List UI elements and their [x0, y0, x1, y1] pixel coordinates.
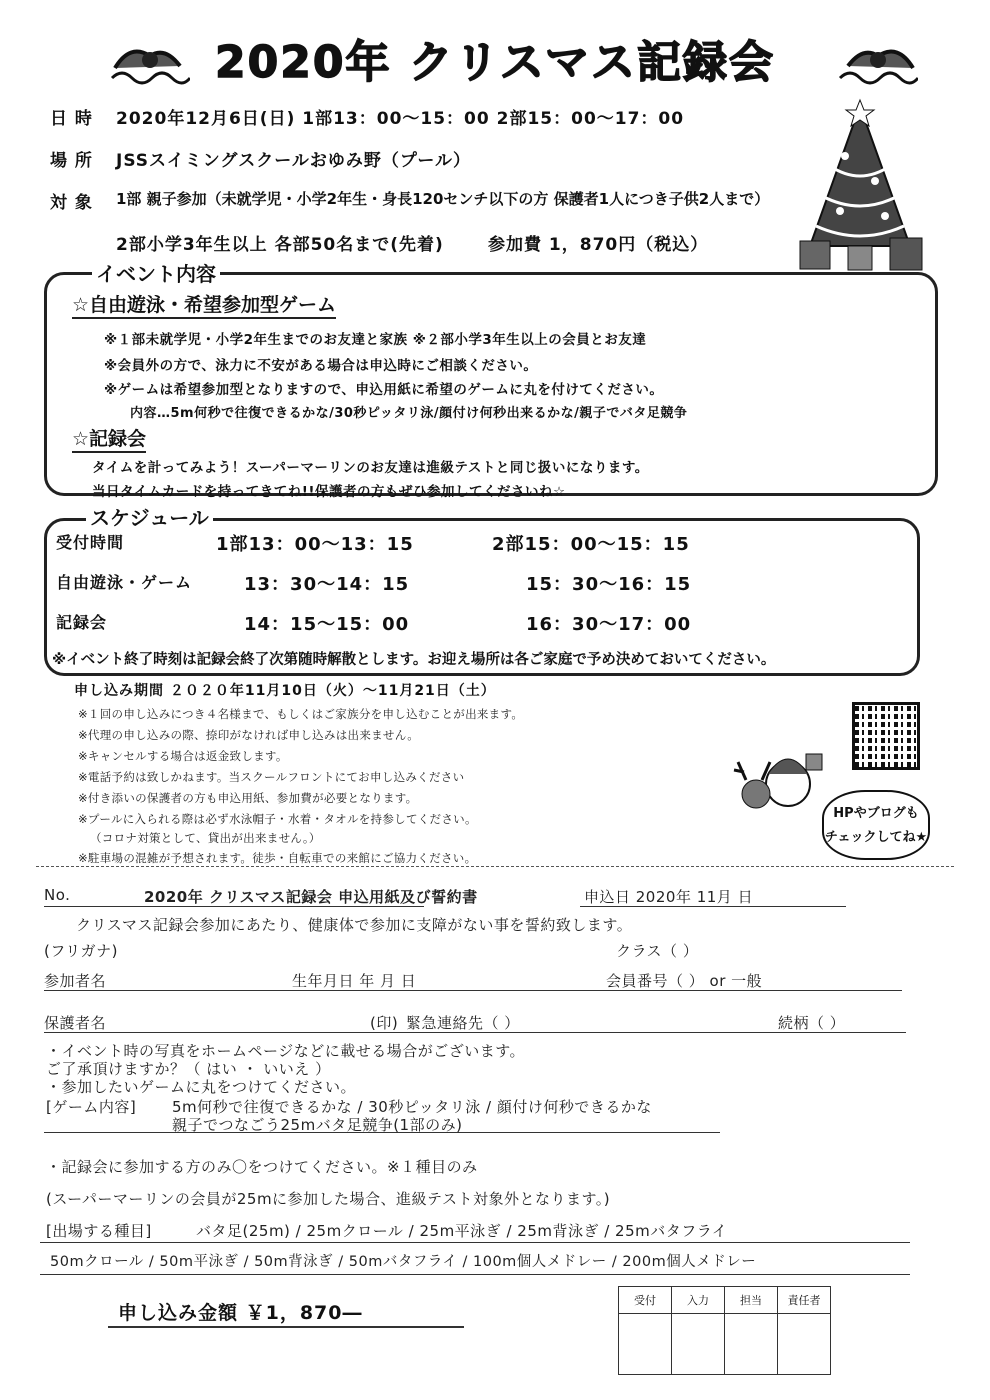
qr-code-icon[interactable] [852, 702, 920, 770]
blog-bubble [822, 790, 930, 860]
schedule-row-name: 自由遊泳・ゲーム [56, 573, 193, 592]
form-heading: 2020年 クリスマス記録会 申込用紙及び誓約書 [144, 888, 478, 906]
form-underline [44, 1032, 906, 1033]
photo-question: ・イベント時の写真をホームページなどに載せる場合がございます。 [46, 1042, 526, 1060]
schedule-part2: 16：30～17：00 [526, 614, 692, 635]
fee: 参加費 1，870円（税込） [488, 235, 709, 255]
events-options[interactable]: バタ足(25m) / 25mクロール / 25m平泳ぎ / 25m背泳ぎ / 25mバタフライ [196, 1222, 728, 1240]
pledge: クリスマス記録会参加にあたり、健康体で参加に支障がない事を誓約致します。 [76, 916, 633, 934]
record-note-1: タイムを計ってみよう！スーパーマーリンのお友達は進級テストと同じ扱いになります。 [92, 460, 649, 476]
schedule-row-name: 受付時間 [56, 533, 125, 552]
participant-label: 参加者名 [44, 972, 107, 990]
office-use-table [618, 1286, 831, 1375]
form-underline [580, 906, 846, 907]
free-note-1: ※１部未就学児・小学2年生までのお友達と家族 ※２部小学3年生以上の会員とお友達 [104, 332, 647, 348]
event-label: イベント内容 [92, 258, 220, 287]
office-header: 入力 [672, 1287, 725, 1314]
game-label: [ゲーム内容] [46, 1098, 137, 1116]
free-note-2: ※会員外の方で、泳力に不安がある場合は申込時にご相談ください。 [104, 358, 538, 374]
free-note-4: 内容…5m何秒で往復できるかな/30秒ピッタリ泳/顔付け何秒出来るかな/親子でバタ足競争 [130, 406, 688, 421]
christmas-tree-icon [790, 96, 930, 276]
place-label: 場 所 [50, 151, 93, 171]
cut-line [36, 866, 954, 867]
member-no-field[interactable]: 会員番号（ ） or 一般 [606, 972, 763, 990]
target-label: 対 象 [50, 193, 93, 213]
game-options[interactable]: 親子でつなごう25mバタ足競争(1部のみ) [172, 1116, 463, 1134]
birth-field[interactable]: 生年月日 年 月 日 [292, 972, 417, 990]
record-title: ☆記録会 [72, 424, 146, 451]
record-note: (スーパーマーリンの会員が25mに参加した場合、進級テスト対象外となります。) [46, 1190, 611, 1208]
target-line-1: 1部 親子参加（未就学児・小学2年生・身長120センチ以下の方 保護者1人につき子供2人まで） [116, 190, 770, 208]
target-line-2: 2部小学3年生以上 各部50名まで(先着) [116, 235, 444, 255]
form-underline [44, 1132, 720, 1133]
schedule-part2: 2部15：00～15：15 [492, 534, 690, 555]
amount: 申し込み金額 ￥1，870― [118, 1302, 363, 1324]
events-label: [出場する種目] [46, 1222, 152, 1240]
form-underline [44, 990, 902, 991]
schedule-part1: 13：30～14：15 [244, 574, 410, 595]
application-note: ※付き添いの保護者の方も申込用紙、参加費が必要となります。 [78, 791, 418, 805]
form-underline [40, 1274, 910, 1275]
relation-field[interactable]: 続柄（ ） [778, 1014, 846, 1032]
office-header: 責任者 [778, 1287, 831, 1314]
application-note: ※代理の申し込みの際、捺印がなければ申し込みは出来ません。 [78, 728, 420, 742]
application-note: ※駐車場の混雑が予想されます。徒歩・自転車での来館にご協力ください。 [78, 851, 477, 865]
free-note-3: ※ゲームは希望参加型となりますので、申込用紙に希望のゲームに丸を付けてください。 [104, 382, 664, 398]
furigana-label: (フリガナ) [44, 942, 118, 960]
application-note: （コロナ対策として、貸出が出来ません。） [90, 831, 321, 845]
record-question: ・記録会に参加する方のみ〇をつけてください。※１種目のみ [46, 1158, 478, 1176]
bubble-line-2: チェックしてね★ [824, 830, 928, 845]
game-question: ・参加したいゲームに丸をつけてください。 [46, 1078, 357, 1096]
form-no: No. [44, 886, 71, 904]
page-title: 2020年 クリスマス記録会 [214, 37, 776, 88]
application-period: 申し込み期間 ２０２０年11月10日（火）～11月21日（土） [74, 683, 496, 699]
events-options[interactable]: 50mクロール / 50m平泳ぎ / 50m背泳ぎ / 50mバタフライ / 100m個人メドレー / 200m個人メドレー [50, 1254, 757, 1270]
office-cell [619, 1314, 672, 1375]
amount-underline [108, 1326, 464, 1328]
schedule-note: ※イベント終了時刻は記録会終了次第随時解散とします。お迎え場所は各ご家庭で予め決めておいてください。 [52, 652, 776, 668]
application-note: ※電話予約は致しかねます。当スクールフロントにてお申し込みください [78, 770, 465, 784]
application-note: ※キャンセルする場合は返金致します。 [78, 749, 288, 763]
apply-date: 申込日 2020年 11月 日 [584, 888, 754, 906]
date-label: 日 時 [50, 109, 93, 129]
record-note-2: 当日タイムカードを持ってきてね!!保護者の方もぜひ参加してくださいね☆ [92, 484, 566, 500]
schedule-part2: 15：30～16：15 [526, 574, 692, 595]
emergency-field[interactable]: 緊急連絡先（ ） [406, 1014, 520, 1032]
schedule-label: スケジュール [86, 502, 213, 531]
schedule-part1: 1部13：00～13：15 [216, 534, 414, 555]
santa-reindeer-icon [726, 744, 826, 830]
free-swim-title: ☆自由遊泳・希望参加型ゲーム [72, 290, 336, 317]
office-header: 受付 [619, 1287, 672, 1314]
photo-consent[interactable]: ご了承頂けますか？（ はい ・ いいえ ） [46, 1060, 331, 1078]
schedule-part1: 14：15～15：00 [244, 614, 410, 635]
application-note: ※１回の申し込みにつき４名様まで、もしくはご家族分を申し込むことが出来ます。 [78, 707, 524, 721]
place-value: JSSスイミングスクールおゆみ野（プール） [116, 151, 472, 171]
office-cell [778, 1314, 831, 1375]
game-options[interactable]: 5m何秒で往復できるかな / 30秒ピッタリ泳 / 顔付け何秒できるかな [172, 1098, 652, 1116]
form-underline [40, 1242, 910, 1243]
seal-label: (印) [370, 1014, 399, 1032]
class-field[interactable]: クラス（ ） [616, 942, 699, 960]
office-header: 担当 [725, 1287, 778, 1314]
application-note: ※プールに入られる際は必ず水泳帽子・水着・タオルを持参してください。 [78, 812, 477, 826]
guardian-label: 保護者名 [44, 1014, 107, 1032]
office-cell [672, 1314, 725, 1375]
date-value: 2020年12月6日(日) 1部13：00～15：00 2部15：00～17：00 [116, 109, 685, 129]
schedule-row-name: 記録会 [56, 613, 108, 632]
bubble-line-1: HPやブログも [833, 806, 919, 821]
office-cell [725, 1314, 778, 1375]
